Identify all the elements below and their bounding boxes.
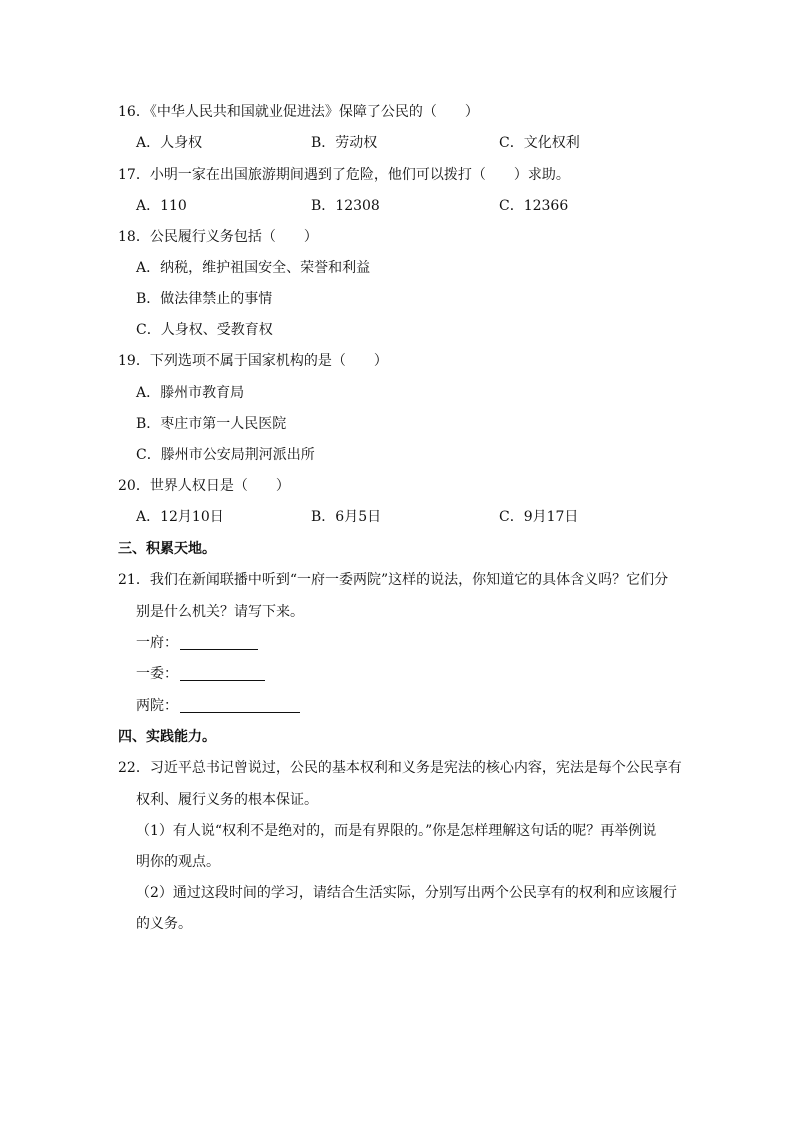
question-19-option-c: C．滕州市公安局荆河派出所 xyxy=(136,447,315,463)
question-22-sub1-line-1: （1）有人说“权利不是绝对的，而是有界限的。”你是怎样理解这句话的呢？再举例说 xyxy=(136,823,657,839)
fill-2-blank[interactable] xyxy=(180,666,265,681)
question-22-sub2-line-1: （2）通过这段时间的学习，请结合生活实际，分别写出两个公民享有的权利和应该履行 xyxy=(136,885,677,901)
question-17-option-a: A．110 xyxy=(136,198,187,214)
fill-1-blank[interactable] xyxy=(180,635,258,650)
question-22-line-2: 权利、履行义务的根本保证。 xyxy=(136,792,318,808)
question-22-sub2-line-2: 的义务。 xyxy=(136,916,192,932)
question-21-line-1: 21．我们在新闻联播中听到“一府一委两院”这样的说法，你知道它的具体含义吗？它们分 xyxy=(118,572,669,588)
fill-3-label: 两院： xyxy=(136,698,178,714)
question-22-sub1-line-2: 明你的观点。 xyxy=(136,854,220,870)
fill-2-label: 一委： xyxy=(136,666,178,682)
question-20-option-c: C．9月17日 xyxy=(499,509,579,525)
question-18-option-c: C．人身权、受教育权 xyxy=(136,322,273,338)
question-21-fill-1 xyxy=(136,634,258,652)
question-19-option-b: B．枣庄市第一人民医院 xyxy=(136,416,287,432)
question-17-option-b: B．12308 xyxy=(311,198,380,214)
question-17-option-c: C．12366 xyxy=(499,198,569,214)
question-20-stem: 20．世界人权日是（ ） xyxy=(118,478,290,494)
question-21-fill-3 xyxy=(136,697,300,715)
fill-3-blank[interactable] xyxy=(180,698,300,713)
question-18-option-a: A．纳税，维护祖国安全、荣誉和利益 xyxy=(136,260,371,276)
question-20-option-b: B．6月5日 xyxy=(311,509,382,525)
question-22-line-1: 22．习近平总书记曾说过，公民的基本权利和义务是宪法的核心内容，宪法是每个公民享有 xyxy=(118,760,682,776)
question-18-option-b: B．做法律禁止的事情 xyxy=(136,291,273,307)
question-16-option-c: C．文化权利 xyxy=(499,135,580,151)
fill-1-label: 一府： xyxy=(136,635,178,651)
question-19-stem: 19．下列选项不属于国家机构的是（ ） xyxy=(118,353,388,369)
question-16-stem: 16．《中华人民共和国就业促进法》保障了公民的（ ） xyxy=(118,104,479,120)
section-4-title: 四、实践能力。 xyxy=(118,729,216,745)
question-20-option-a: A．12月10日 xyxy=(136,509,224,525)
question-21-line-2: 别是什么机关？请写下来。 xyxy=(136,604,304,620)
question-18-stem: 18．公民履行义务包括（ ） xyxy=(118,229,318,245)
question-16-option-b: B．劳动权 xyxy=(311,135,378,151)
question-19-option-a: A．滕州市教育局 xyxy=(136,385,245,401)
section-3-title: 三、积累天地。 xyxy=(118,541,216,557)
question-21-fill-2 xyxy=(136,665,265,683)
question-16-option-a: A．人身权 xyxy=(136,135,203,151)
question-17-stem: 17．小明一家在出国旅游期间遇到了危险，他们可以拨打（ ）求助。 xyxy=(118,167,570,183)
